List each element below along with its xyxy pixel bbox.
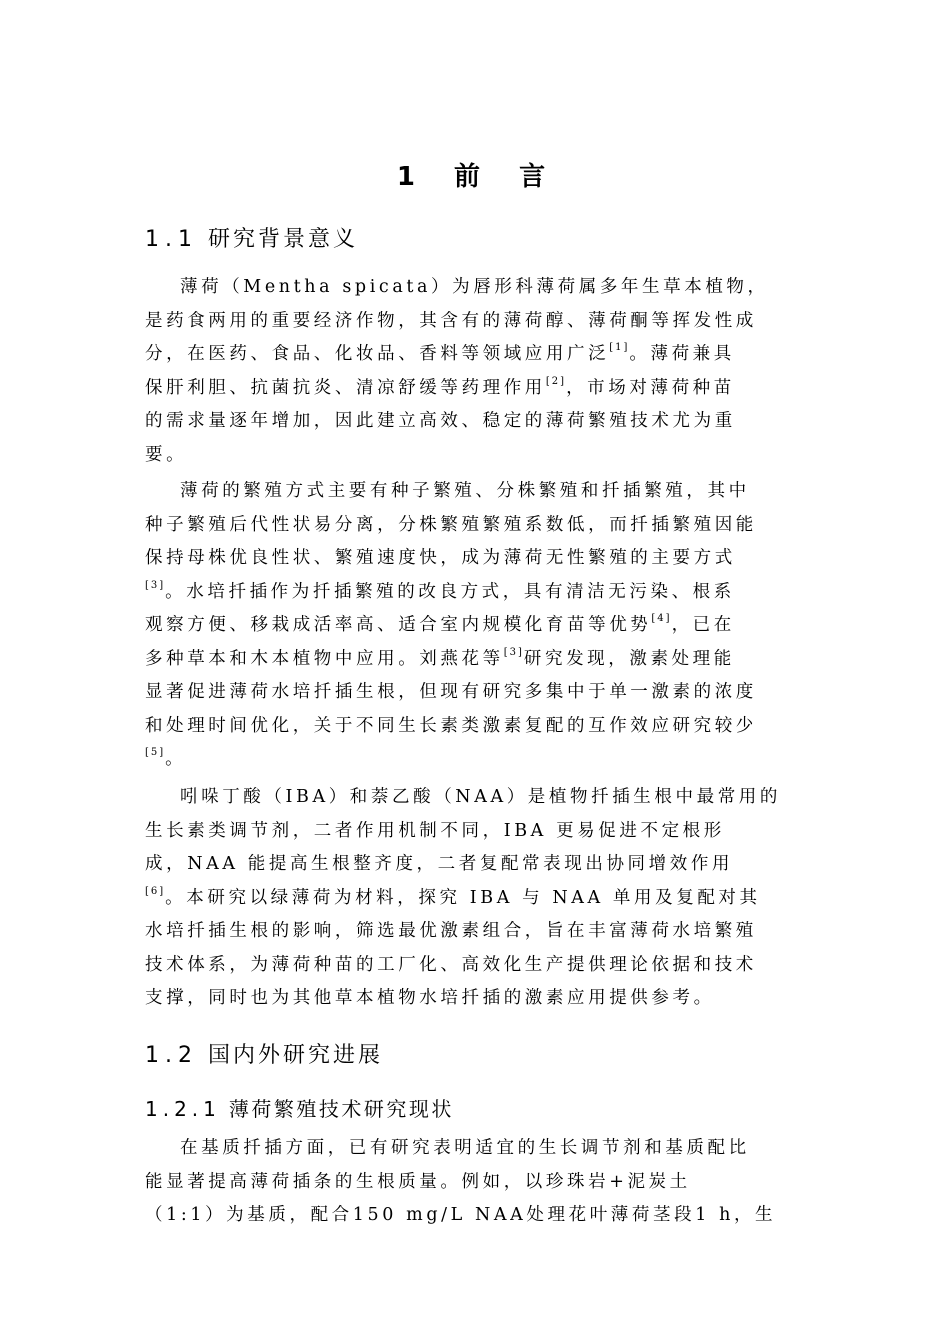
text-span: 保肝利胆、抗菌抗炎、清凉舒缓等药理作用 (145, 377, 546, 398)
citation-ref: [4] (651, 613, 672, 624)
citation-ref: [1] (609, 342, 630, 353)
text-span: 分，在医药、食品、化妆品、香料等领域应用广泛 (145, 344, 610, 364)
citation-ref: [3] (145, 579, 166, 591)
text-line (145, 576, 807, 610)
paragraph-4 (145, 1132, 807, 1233)
citation-ref: [5] (145, 747, 166, 758)
subsection-number: 1.2.1 (145, 1097, 221, 1121)
citation-ref: [6] (145, 885, 166, 897)
paragraph-3 (145, 781, 807, 1016)
text-line (145, 372, 807, 406)
paragraph-1 (145, 271, 807, 472)
citation-ref: [2] (545, 375, 567, 387)
text-span: ，市场对薄荷种苗 (566, 377, 735, 398)
text-span: 多种草本和木本植物中应用。刘燕花等 (145, 648, 504, 669)
text-line: 成，NAA 能提高生根整齐度，二者复配常表现出协同增效作用 (145, 854, 734, 874)
subsection-title: 薄荷繁殖技术研究现状 (228, 1097, 454, 1121)
text-line: 技术体系，为薄荷种苗的工厂化、高效化生产提供理论依据和技术 (145, 954, 757, 975)
section-number: 1.2 (145, 1043, 198, 1068)
paragraph-2 (145, 475, 807, 777)
text-line (145, 609, 807, 643)
section-title: 国内外研究进展 (208, 1043, 384, 1068)
text-line: 的需求量逐年增加，因此建立高效、稳定的薄荷繁殖技术尤为重 (145, 411, 736, 431)
section-title: 研究背景意义 (208, 227, 359, 252)
text-line: 要。 (145, 444, 188, 465)
text-line: 和处理时间优化，关于不同生长素类激素复配的互作效应研究较少 (145, 715, 757, 736)
section-heading-1-1 (145, 222, 358, 253)
section-heading-1-2 (145, 1038, 383, 1069)
text-line: 能显著提高薄荷插条的生根质量。例如，以珍珠岩+泥炭土 (145, 1171, 691, 1192)
text-span: 。水培扦插作为扦插繁殖的改良方式，具有清洁无污染、根系 (165, 581, 735, 602)
text-line: 在基质扦插方面，已有研究表明适宜的生长调节剂和基质配比 (180, 1138, 750, 1158)
text-span: ，已在 (671, 615, 735, 635)
text-line: 生长素类调节剂，二者作用机制不同，IBA 更易促进不定根形 (145, 820, 725, 841)
text-line: 薄荷（Mentha spicata）为唇形科薄荷属多年生草本植物， (180, 277, 769, 297)
text-line: 薄荷的繁殖方式主要有种子繁殖、分株繁殖和扦插繁殖，其中 (180, 481, 750, 501)
text-span: 。薄荷兼具 (629, 344, 735, 364)
text-span: 。本研究以绿薄荷为材料，探究 IBA 与 NAA 单用及复配对其 (165, 887, 761, 908)
text-line: 显著促进薄荷水培扦插生根，但现有研究多集中于单一激素的浓度 (145, 682, 757, 702)
text-line: 种子繁殖后代性状易分离，分株繁殖繁殖系数低，而扦插繁殖因能 (145, 514, 757, 535)
text-span: 。 (165, 749, 187, 769)
text-line: 是药食两用的重要经济作物，其含有的薄荷醇、薄荷酮等挥发性成 (145, 310, 757, 331)
text-line (145, 743, 807, 777)
text-line (145, 643, 807, 677)
chapter-title: 1 前 言 (396, 162, 554, 192)
text-line: （1:1）为基质，配合150 mg/L NAA处理花叶薄荷茎段1 h，生 (145, 1205, 777, 1225)
text-line: 吲哚丁酸（IBA）和萘乙酸（NAA）是植物扦插生根中最常用的 (180, 787, 781, 807)
text-line: 保持母株优良性状、繁殖速度快，成为薄荷无性繁殖的主要方式 (145, 548, 736, 568)
text-line: 水培扦插生根的影响，筛选最优激素组合，旨在丰富薄荷水培繁殖 (145, 921, 757, 941)
citation-ref: [3] (503, 646, 524, 658)
subsection-heading-1-2-1 (145, 1093, 454, 1122)
text-line (145, 882, 807, 916)
text-span: 研究发现，激素处理能 (523, 648, 735, 669)
text-span: 观察方便、移栽成活率高、适合室内规模化育苗等优势 (145, 615, 652, 635)
text-line (145, 338, 807, 372)
text-line: 支撑，同时也为其他草本植物水培扦插的激素应用提供参考。 (145, 988, 715, 1008)
section-number: 1.1 (145, 227, 198, 252)
